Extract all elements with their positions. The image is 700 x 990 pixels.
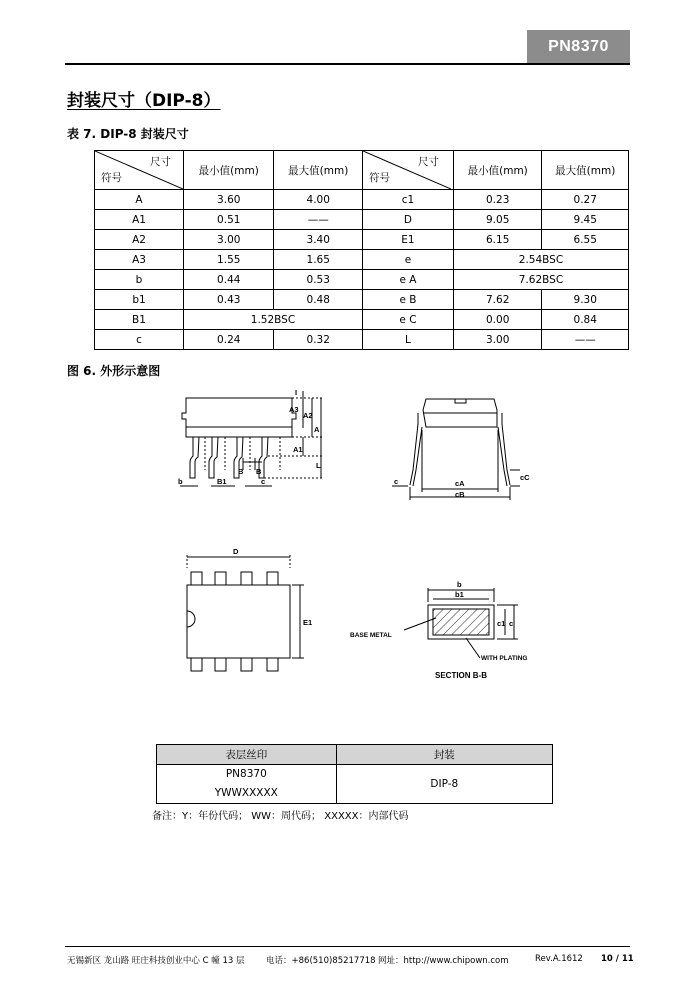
symbol-cell: A2	[95, 230, 184, 250]
label-a3: A3	[289, 405, 299, 414]
min-value-cell: 3.60	[184, 190, 274, 210]
marking-table	[156, 744, 553, 804]
symbol-cell: B1	[95, 310, 184, 330]
symbol-cell: b1	[95, 290, 184, 310]
merged-value-cell: 7.62BSC	[453, 270, 628, 290]
label-e1: E1	[303, 618, 313, 627]
footer-web: 网址：http://www.chipown.com	[378, 956, 509, 966]
max-value-cell: ——	[274, 210, 363, 230]
label-l: L	[316, 461, 321, 470]
symbol-cell: b	[95, 270, 184, 290]
max-value-cell: 0.48	[274, 290, 363, 310]
merged-value-cell: 1.52BSC	[184, 310, 363, 330]
max-value-cell: 1.65	[274, 250, 363, 270]
symbol-cell: E1	[362, 230, 453, 250]
footer-address: 无锡新区 龙山路 旺庄科技创业中心 C 幢 13 层	[67, 956, 245, 966]
diag-bottom-label: 符号	[368, 172, 390, 184]
marking-note: 备注：Y：年份代码； WW：周代码； XXXXX：内部代码	[152, 811, 409, 822]
max-value-cell: 0.32	[274, 330, 363, 350]
label-d: D	[233, 547, 239, 556]
col-min-header: 最小值(mm)	[184, 151, 274, 190]
min-value-cell: 0.24	[184, 330, 274, 350]
diag-top-label: 尺寸	[417, 156, 439, 168]
label-section-b-left: B	[238, 467, 244, 476]
label-sec-c: c	[509, 619, 514, 628]
label-sec-c1: c1	[497, 619, 506, 628]
max-value-cell: 3.40	[274, 230, 363, 250]
label-top-mark: I	[295, 388, 298, 397]
label-section: SECTION B-B	[435, 671, 487, 680]
col-max-header: 最大值(mm)	[542, 151, 629, 190]
symbol-cell: e	[362, 250, 453, 270]
merged-value-cell: 2.54BSC	[453, 250, 628, 270]
symbol-cell: e B	[362, 290, 453, 310]
max-value-cell: 0.27	[542, 190, 629, 210]
max-value-cell: 0.53	[274, 270, 363, 290]
symbol-cell: A1	[95, 210, 184, 230]
symbol-cell: A	[95, 190, 184, 210]
label-base-metal: BASE METAL	[350, 632, 392, 639]
label-sec-b: b	[457, 580, 462, 589]
min-value-cell: 0.43	[184, 290, 274, 310]
figure-caption: 图 6. 外形示意图	[67, 364, 161, 378]
label-c-side: c	[394, 477, 399, 486]
max-value-cell: ——	[542, 330, 629, 350]
label-a2: A2	[303, 411, 313, 420]
top-view-drawing	[187, 555, 304, 671]
diag-bottom-label: 符号	[101, 172, 122, 184]
footer-page-number: 10 / 11	[601, 954, 634, 964]
max-value-cell: 4.00	[274, 190, 363, 210]
max-value-cell: 6.55	[542, 230, 629, 250]
label-b1-cap: B1	[217, 477, 227, 486]
front-view-drawing	[180, 391, 322, 486]
min-value-cell: 0.23	[453, 190, 542, 210]
footer-phone: 电话：+86(510)85217718	[266, 956, 376, 966]
min-value-cell: 3.00	[453, 330, 542, 350]
symbol-cell: D	[362, 210, 453, 230]
marking-line-1: PN8370	[225, 768, 267, 780]
table-caption: 表 7. DIP-8 封装尺寸	[67, 127, 189, 141]
label-a: A	[314, 425, 320, 434]
min-value-cell: 6.15	[453, 230, 542, 250]
min-value-cell: 9.05	[453, 210, 542, 230]
label-c-front: c	[261, 477, 266, 486]
col-min-header: 最小值(mm)	[453, 151, 542, 190]
max-value-cell: 0.84	[542, 310, 629, 330]
symbol-cell: e C	[362, 310, 453, 330]
marking-cell	[157, 765, 337, 804]
label-b-small: b	[178, 477, 183, 486]
min-value-cell: 0.51	[184, 210, 274, 230]
symbol-cell: c	[95, 330, 184, 350]
symbol-cell: e A	[362, 270, 453, 290]
footer-revision: Rev.A.1612	[535, 954, 583, 964]
min-value-cell: 0.44	[184, 270, 274, 290]
max-value-cell: 9.45	[542, 210, 629, 230]
col-max-header: 最大值(mm)	[274, 151, 363, 190]
marking-header: 表层丝印	[157, 745, 337, 765]
footer-rule	[65, 946, 630, 947]
symbol-cell: L	[362, 330, 453, 350]
package-cell: DIP-8	[336, 765, 552, 804]
label-ca: cA	[455, 479, 465, 488]
diag-top-label: 尺寸	[150, 156, 171, 168]
min-value-cell: 7.62	[453, 290, 542, 310]
label-cb: cB	[455, 490, 465, 499]
label-with-plating: WITH PLATING	[481, 655, 528, 662]
min-value-cell: 3.00	[184, 230, 274, 250]
marking-line-2: YWWXXXXX	[214, 787, 278, 799]
min-value-cell: 0.00	[453, 310, 542, 330]
label-a1: A1	[293, 445, 303, 454]
label-sec-b1: b1	[455, 590, 464, 599]
label-cc: cC	[520, 473, 530, 482]
max-value-cell: 9.30	[542, 290, 629, 310]
min-value-cell: 1.55	[184, 250, 274, 270]
part-number-badge: PN8370	[527, 30, 630, 63]
package-header: 封装	[336, 745, 552, 765]
label-section-b-right: B	[256, 467, 262, 476]
symbol-cell: A3	[95, 250, 184, 270]
symbol-cell: c1	[362, 190, 453, 210]
section-title: 封装尺寸（DIP-8）	[67, 91, 221, 111]
